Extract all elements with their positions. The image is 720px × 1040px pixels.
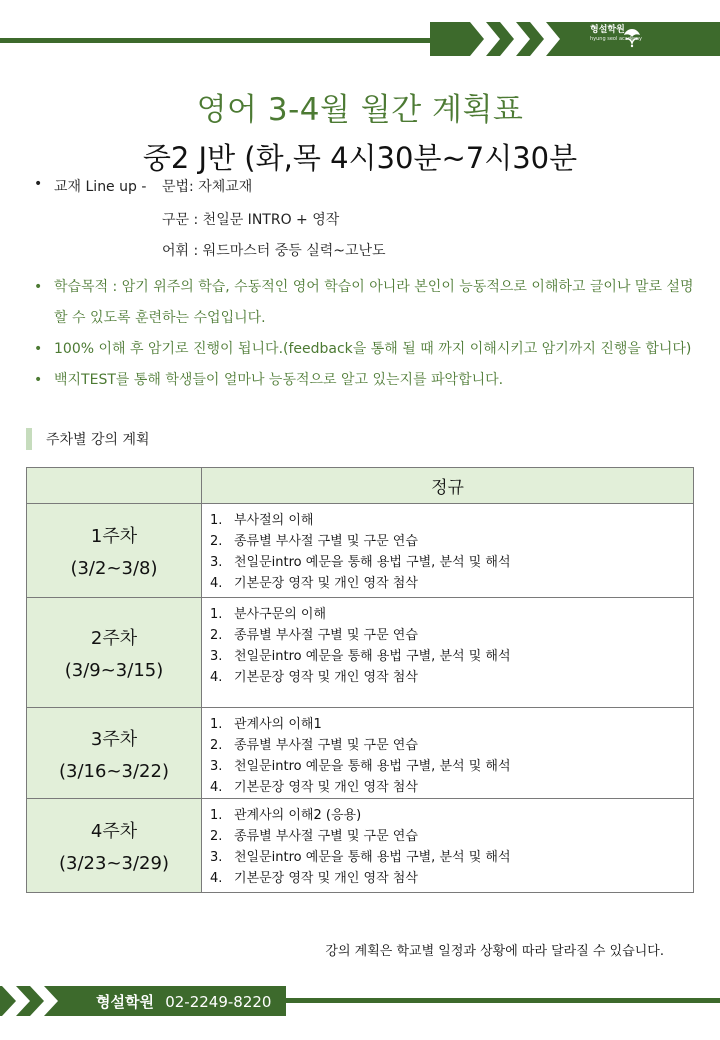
list-item: 1. 부사절의 이해 [210, 513, 314, 528]
footer-line [270, 998, 720, 1003]
schedule-note: 강의 계획은 학교별 일정과 상황에 따라 달라질 수 있습니다. [325, 944, 664, 959]
header-line [0, 38, 440, 43]
list-item: 4. 기본문장 영작 및 개인 영작 첨삭 [210, 871, 418, 886]
chevron-arrows-icon [0, 986, 80, 1016]
list-item: 4. 기본문장 영작 및 개인 영작 첨삭 [210, 670, 418, 685]
list-item: 2. 종류별 부사절 구별 및 구문 연습 [210, 829, 418, 844]
bullet: • [34, 176, 43, 192]
footer-academy-name: 형설학원 [96, 993, 154, 1011]
week-cell [27, 708, 202, 799]
table-header: 정규 [202, 468, 694, 504]
week-range: (3/2~3/8) [70, 558, 158, 579]
week-label: 3주차 [90, 728, 138, 750]
week-cell [27, 799, 202, 893]
header-bar [430, 22, 720, 56]
week-label: 2주차 [90, 628, 138, 649]
weekly-plan-table [26, 467, 694, 893]
topics-cell [202, 799, 694, 893]
lineup-section [34, 176, 694, 272]
list-item: 1. 관계사의 이해2 (응용) [210, 808, 362, 823]
table-header-row [27, 468, 694, 504]
list-item: 3. 천일문intro 예문을 통해 용법 구별, 분석 및 해석 [210, 649, 511, 664]
chevron-arrows-icon [460, 22, 580, 56]
week-cell [27, 598, 202, 708]
topics-cell [202, 598, 694, 708]
page-title: 영어 3-4월 월간 계획표 [196, 92, 524, 128]
week-range: (3/23~3/29) [59, 853, 169, 874]
lineup-grammar: 문법: 자체교재 [162, 179, 253, 195]
purpose-text: 학습목적 : 암기 위주의 학습, 수동적인 영어 학습이 아니라 본인이 능동적으로 이해하고 글이나 말로 설명할 수 있도록 훈련하는 수업입니다. [54, 279, 694, 326]
test-paragraph [34, 365, 694, 396]
section-heading [26, 428, 150, 450]
purpose-paragraph [34, 272, 694, 334]
footer-bar [0, 986, 286, 1016]
list-item: 4. 기본문장 영작 및 개인 영작 첨삭 [210, 576, 418, 591]
academy-subname: hyung seol academy [590, 36, 642, 42]
table-header-empty [27, 468, 202, 504]
bullet: • [34, 341, 43, 357]
table-row [27, 504, 694, 598]
list-item: 3. 천일문intro 예문을 통해 용법 구별, 분석 및 해석 [210, 850, 511, 865]
week-cell [27, 504, 202, 598]
page-subtitle: 중2 J반 (화,목 4시30분~7시30분 [142, 141, 578, 175]
footer-phone: 02-2249-8220 [165, 993, 272, 1011]
week-range: (3/9~3/15) [64, 660, 164, 681]
topics-cell [202, 708, 694, 799]
week-label: 4주차 [90, 821, 138, 842]
list-item: 4. 기본문장 영작 및 개인 영작 첨삭 [210, 780, 418, 795]
test-text: 백지TEST를 통해 학생들이 얼마나 능동적으로 알고 있는지를 파악합니다. [54, 372, 504, 388]
list-item: 2. 종류별 부사절 구별 및 구문 연습 [210, 738, 418, 753]
week-range: (3/16~3/22) [59, 760, 169, 782]
list-item: 3. 천일문intro 예문을 통해 용법 구별, 분석 및 해석 [210, 555, 511, 570]
academy-brand [590, 26, 642, 42]
table-row [27, 799, 694, 893]
method-paragraph [34, 334, 694, 365]
table-row [27, 708, 694, 799]
table-row [27, 598, 694, 708]
section-accent [26, 428, 32, 450]
bullet: • [34, 279, 43, 295]
lineup-syntax: 구문 : 천일문 INTRO + 영작 [162, 212, 340, 228]
list-item: 2. 종류별 부사절 구별 및 구문 연습 [210, 628, 418, 643]
section-title: 주차별 강의 계획 [46, 432, 150, 448]
list-item: 1. 관계사의 이해1 [210, 717, 322, 732]
lineup-vocab: 어휘 : 워드마스터 중등 실력~고난도 [162, 243, 386, 259]
course-info [34, 176, 694, 396]
method-text: 100% 이해 후 암기로 진행이 됩니다.(feedback을 통해 될 때 까지 이해시키고 암기까지 진행을 합니다) [54, 341, 692, 357]
week-label: 1주차 [90, 526, 138, 547]
list-item: 1. 분사구문의 이해 [210, 607, 327, 622]
list-item: 2. 종류별 부사절 구별 및 구문 연습 [210, 534, 418, 549]
lineup-label: 교재 Line up - [54, 179, 147, 195]
list-item: 3. 천일문intro 예문을 통해 용법 구별, 분석 및 해석 [210, 759, 511, 774]
topics-cell [202, 504, 694, 598]
academy-name: 형설학원 [590, 25, 625, 35]
bullet: • [34, 372, 43, 388]
footer-contact [96, 991, 271, 1012]
